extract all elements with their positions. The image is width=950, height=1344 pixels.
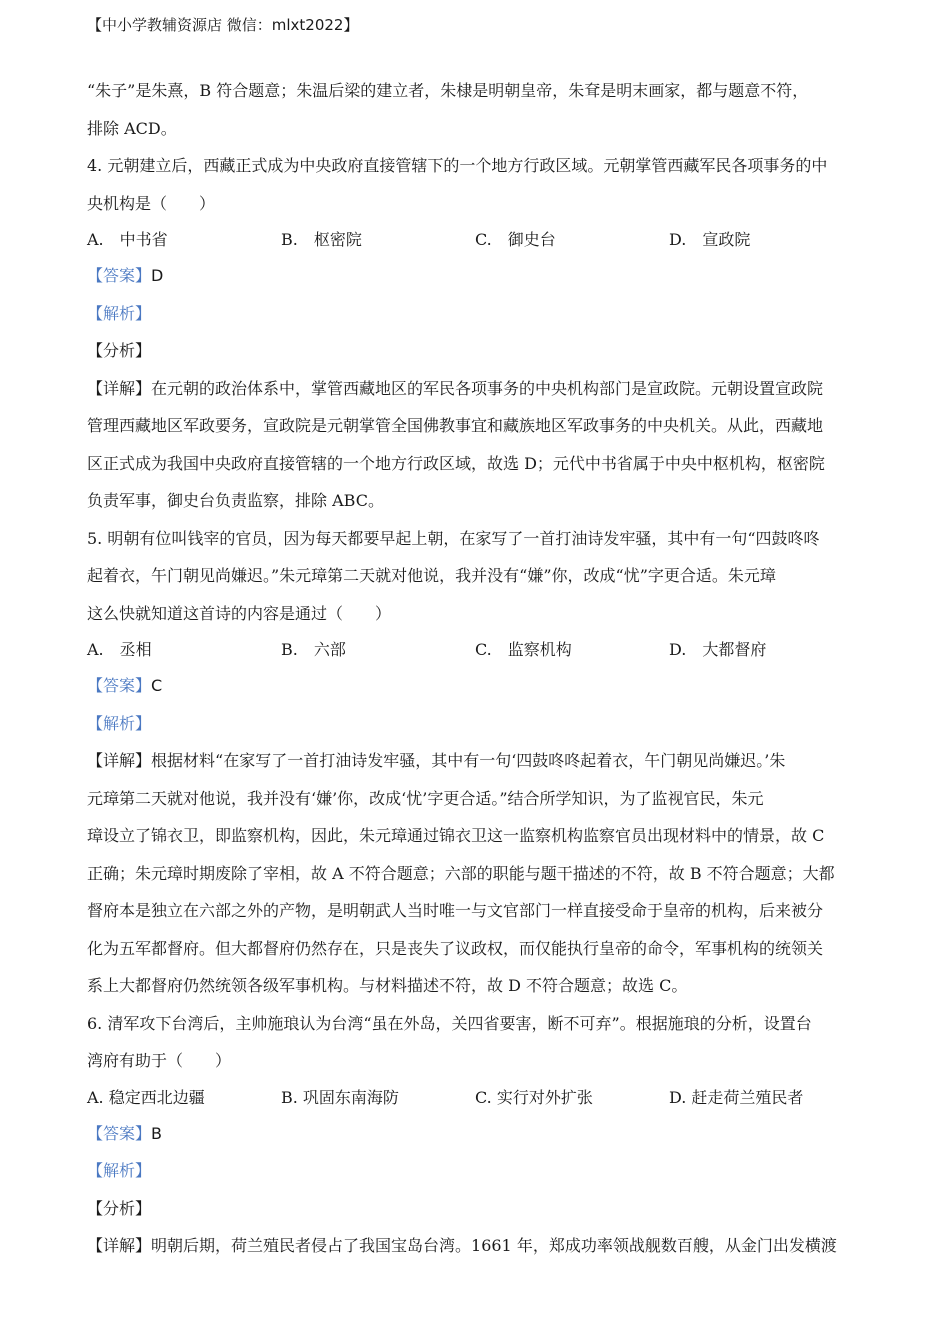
q5-answer: [87, 667, 864, 705]
q5-stem-line: 这么快就知道这首诗的内容是通过（ ）: [87, 603, 392, 623]
answer-tag: 【答案】: [87, 1123, 152, 1143]
answer-value: B: [151, 1123, 162, 1143]
q4-detail-line: 负责军事，御史台负责监察，排除 ABC。: [87, 491, 384, 510]
q4-analysis-tag: 【解析】: [87, 303, 152, 323]
q4-stem-line: 央机构是（ ）: [87, 193, 216, 213]
q5-detail-line: 督府本是独立在六部之外的产物，是明朝武人当时唯一与文官部门一样直接受命于皇帝的机构，后来被分: [87, 901, 824, 920]
q4-option-a: A. 中书省: [87, 230, 168, 249]
q5-options: [87, 632, 864, 667]
detail-tag: 【详解】: [87, 378, 152, 398]
answer-tag: 【答案】: [87, 676, 152, 695]
q4-detail-line: [87, 370, 864, 408]
q5-option-b: B. 六部: [281, 640, 346, 659]
q6-stem-line: 湾府有助于（ ）: [87, 1051, 232, 1070]
answer-value: D: [151, 266, 164, 285]
q6-detail-line: [87, 1227, 864, 1265]
q6-stem-line: 6. 清军攻下台湾后，主帅施琅认为台湾“虽在外岛，关四省要害，断不可弃”。根据施琅的分析，设置台: [87, 1013, 812, 1033]
q4-detail-line: 区正式成为我国中央政府直接管辖的一个地方行政区域，故选 D；元代中书省属于中央中枢机构，枢密院: [87, 453, 825, 473]
q4-option-c: C. 御史台: [475, 230, 556, 249]
q4-options: [87, 222, 864, 257]
q6-answer: [87, 1115, 864, 1153]
q5-option-c: C. 监察机构: [475, 640, 572, 659]
detail-text: 在元朝的政治体系中，掌管西藏地区的军民各项事务的中央机构部门是宣政院。元朝设置宣政院: [151, 378, 824, 398]
q5-detail-line: 璋设立了锦衣卫，即监察机构，因此，朱元璋通过锦衣卫这一监察机构监察官员出现材料中的情景，故 C: [87, 826, 825, 845]
q5-detail-line: 化为五军都督府。但大都督府仍然存在，只是丧失了议政权，而仅能执行皇帝的命令，军事机构的统领关: [87, 938, 824, 958]
detail-tag: 【详解】: [87, 751, 152, 770]
detail-text: 明朝后期，荷兰殖民者侵占了我国宝岛台湾。1661 年，郑成功率领战舰数百艘，从金门出发横渡: [151, 1236, 837, 1255]
q6-option-b: B. 巩固东南海防: [281, 1087, 399, 1107]
q5-detail-line: 正确；朱元璋时期废除了宰相，故 A 不符合题意；六部的职能与题干描述的不符，故 B 不符合题意；大都: [87, 863, 835, 883]
q4-stem-line: 4. 元朝建立后，西藏正式成为中央政府直接管辖下的一个地方行政区域。元朝掌管西藏军民各项事务的中: [87, 156, 828, 175]
intro-line: 排除 ACD。: [87, 118, 177, 138]
intro-line: “朱子”是朱熹，B 符合题意；朱温后梁的建立者，朱棣是明朝皇帝，朱耷是明末画家，都与题意不符，: [87, 81, 809, 100]
q5-option-d: D. 大都督府: [669, 640, 767, 659]
q4-option-b: B. 枢密院: [281, 230, 362, 249]
q5-detail-line: 元璋第二天就对他说，我并没有‘嫌’你，改成‘忧’字更合适。”结合所学知识，为了监视官民，朱元: [87, 788, 764, 808]
q6-options: [87, 1080, 864, 1115]
q4-answer: [87, 257, 864, 295]
answer-tag: 【答案】: [87, 266, 152, 285]
detail-tag: 【详解】: [87, 1236, 152, 1255]
q5-stem-line: 5. 明朝有位叫钱宰的官员，因为每天都要早起上朝，在家写了一首打油诗发牢骚，其中有一句“四鼓咚咚: [87, 528, 820, 548]
q6-option-d: D. 赶走荷兰殖民者: [669, 1087, 804, 1107]
q5-option-a: A. 丞相: [87, 640, 152, 659]
q5-detail-line: 系上大都督府仍然统领各级军事机构。与材料描述不符，故 D 不符合题意；故选 C。: [87, 976, 688, 995]
q6-analysis-tag: 【解析】: [87, 1161, 152, 1180]
q4-option-d: D. 宣政院: [669, 230, 751, 249]
q4-fenxi-tag: 【分析】: [87, 341, 152, 360]
page-header: 【中小学教辅资源店 微信：mlxt2022】: [87, 16, 359, 34]
q5-stem-line: 起着衣，午门朝见尚嫌迟。”朱元璋第二天就对他说，我并没有“嫌”你，改成“忧”字更合适。朱元璋: [87, 566, 776, 585]
q5-analysis-tag: 【解析】: [87, 713, 152, 733]
q6-fenxi-tag: 【分析】: [87, 1198, 152, 1218]
q4-detail-line: 管理西藏地区军政要务，宣政院是元朝掌管全国佛教事宜和藏族地区军政事务的中央机关。从此，西藏地: [87, 416, 824, 435]
q5-detail-line: [87, 742, 864, 780]
document-content: [87, 72, 864, 1265]
q6-option-a: A. 稳定西北边疆: [87, 1087, 205, 1107]
detail-text: 根据材料“在家写了一首打油诗发牢骚，其中有一句‘四鼓咚咚起着衣，午门朝见尚嫌迟。’朱: [151, 751, 786, 770]
q6-option-c: C. 实行对外扩张: [475, 1087, 593, 1107]
answer-value: C: [151, 676, 163, 695]
